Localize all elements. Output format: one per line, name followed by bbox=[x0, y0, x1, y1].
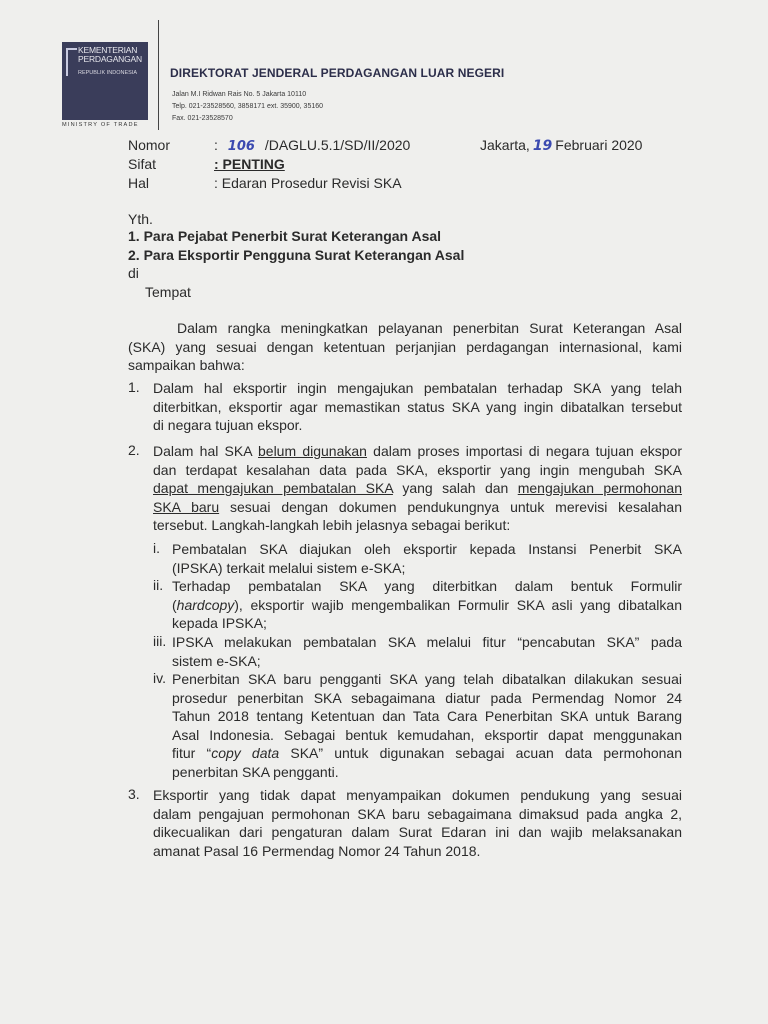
item-line bbox=[153, 479, 682, 498]
sifat-label: Sifat bbox=[128, 156, 157, 172]
item-line: tersebut. Langkah-langkah lebih jelasnya sebagai berikut: bbox=[153, 517, 511, 534]
logo-caption: MINISTRY OF TRADE bbox=[62, 122, 139, 128]
item-2-segment: Dalam hal SKA bbox=[153, 443, 258, 459]
italic-term: copy data bbox=[211, 745, 280, 762]
intro-line: Dalam rangka meningkatkan pelayanan penerbitan Surat Keterangan Asal bbox=[177, 320, 682, 336]
item-2-segment: yang salah dan bbox=[392, 480, 518, 497]
logo-text-line2: PERDAGANGAN bbox=[78, 54, 142, 64]
item-line: Eksportir yang tidak dapat menyampaikan dokumen pendukung yang sesuai bbox=[153, 787, 682, 803]
address-line: Jalan M.I Ridwan Rais No. 5 Jakarta 10110 bbox=[172, 91, 307, 98]
item-2-segment: dalam proses importasi di negara tujuan ekspor bbox=[366, 443, 682, 459]
logo-mark-icon bbox=[66, 48, 77, 76]
sub-line: Tahun 2018 tentang Ketentuan dan Tata Cara Penerbitan SKA untuk Barang bbox=[172, 708, 682, 725]
sub-line bbox=[172, 744, 682, 763]
sub-line: sistem e-SKA; bbox=[172, 652, 261, 669]
item-line bbox=[153, 498, 682, 517]
sub-iv-marker: iv. bbox=[153, 670, 166, 686]
sub-ii-text bbox=[172, 577, 682, 633]
hal-value: : Edaran Prosedur Revisi SKA bbox=[214, 175, 402, 191]
italic-term: hardcopy bbox=[176, 596, 235, 613]
item-line: dikecualikan dari pengaturan dalam Surat Edaran ini dan wajib melaksanakan bbox=[153, 824, 682, 841]
date-suffix: Februari 2020 bbox=[555, 137, 643, 153]
item-3-text bbox=[153, 786, 682, 860]
sub-line: kepada IPSKA; bbox=[172, 615, 267, 632]
sub-iv-text bbox=[172, 670, 682, 782]
intro-line: sampaikan bahwa: bbox=[128, 357, 245, 374]
sub-ii-marker: ii. bbox=[153, 577, 164, 593]
yth: Yth. bbox=[128, 211, 153, 227]
intro-line: (SKA) yang sesuai dengan ketentuan perjanjian perdagangan internasional, kami bbox=[128, 338, 682, 355]
item-line: dan terdapat kesalahan data pada SKA, eksportir yang ingin mengubah SKA bbox=[153, 461, 682, 478]
sub-line: penerbitan SKA pengganti. bbox=[172, 763, 339, 780]
sub-line: prosedur penerbitan SKA sebagaimana diatur pada Permendag Nomor 24 bbox=[172, 689, 682, 706]
sub-iii-text bbox=[172, 633, 682, 670]
handwritten-number: 106 bbox=[227, 139, 255, 154]
underlined-phrase: SKA baru bbox=[153, 498, 220, 515]
item-line bbox=[153, 442, 682, 461]
sub-line: Asal Indonesia. Sebagai bentuk kemudahan, eksportir dapat menggunakan bbox=[172, 726, 682, 743]
item-2-marker: 2. bbox=[128, 442, 140, 458]
fax-line: Fax. 021-23528570 bbox=[172, 115, 233, 122]
sub-i-text bbox=[172, 540, 682, 577]
underlined-phrase: mengajukan permohonan bbox=[517, 480, 683, 497]
phone-line: Telp. 021-23528560, 3858171 ext. 35900, 35160 bbox=[172, 103, 324, 110]
date-prefix: Jakarta, bbox=[480, 137, 530, 153]
sub-line: Terhadap pembatalan SKA yang diterbitkan dalam bentuk Formulir bbox=[172, 578, 682, 594]
item-1-marker: 1. bbox=[128, 379, 140, 395]
sub-line: Pembatalan SKA diajukan oleh eksportir kepada Instansi Penerbit SKA bbox=[172, 541, 682, 557]
item-line: amanat Pasal 16 Permendag Nomor 24 Tahun 2018. bbox=[153, 842, 481, 859]
sub-line bbox=[172, 596, 682, 615]
item-line: di negara tujuan ekspor. bbox=[153, 417, 303, 434]
logo-text-line3: REPUBLIK INDONESIA bbox=[78, 70, 137, 76]
underlined-phrase: belum digunakan bbox=[258, 443, 367, 459]
sub-line: (IPSKA) terkait melalui sistem e-SKA; bbox=[172, 559, 406, 576]
tempat: Tempat bbox=[145, 284, 191, 300]
item-line: dalam pengajuan permohonan SKA baru sebagaimana dimaksud pada angka 2, bbox=[153, 805, 682, 822]
item-line: Dalam hal eksportir ingin mengajukan pembatalan terhadap SKA yang telah bbox=[153, 380, 682, 396]
recipient-1: 1. Para Pejabat Penerbit Surat Keterangan Asal bbox=[128, 228, 442, 244]
letter-number bbox=[214, 137, 410, 154]
di: di bbox=[128, 265, 139, 281]
ministry-logo bbox=[62, 42, 148, 120]
item-line: diterbitkan, eksportir agar memastikan status SKA yang ingin dibatalkan tersebut bbox=[153, 398, 682, 415]
organization-name: DIREKTORAT JENDERAL PERDAGANGAN LUAR NEGERI bbox=[170, 66, 505, 80]
nomor-label: Nomor bbox=[128, 137, 171, 153]
item-2-text bbox=[153, 442, 682, 535]
sub-i-marker: i. bbox=[153, 540, 160, 556]
hal-label: Hal bbox=[128, 175, 150, 191]
item-1-text bbox=[153, 379, 682, 435]
sub-segment: fitur “ bbox=[172, 745, 212, 762]
sub-line: Penerbitan SKA baru pengganti SKA yang telah dibatalkan dilakukan sesuai bbox=[172, 671, 682, 687]
sub-segment: ( bbox=[172, 596, 177, 613]
sifat-text: : PENTING bbox=[214, 156, 285, 172]
letter-date bbox=[480, 137, 642, 154]
item-3-marker: 3. bbox=[128, 786, 140, 802]
sub-iii-marker: iii. bbox=[153, 633, 167, 649]
nomor-value: /DAGLU.5.1/SD/II/2020 bbox=[264, 137, 411, 153]
item-2-segment: sesuai dengan dokumen pendukungnya untuk merevisi kesalahan bbox=[219, 498, 682, 515]
sifat-value bbox=[214, 156, 285, 172]
logo-text-line1: KEMENTERIAN bbox=[78, 45, 138, 55]
nomor-colon: : bbox=[214, 137, 218, 153]
sub-segment: SKA” untuk digunakan sebagai acuan data permohonan bbox=[279, 745, 683, 762]
letterhead-divider bbox=[158, 20, 159, 130]
intro-paragraph bbox=[128, 319, 682, 375]
sub-line: IPSKA melakukan pembatalan SKA melalui fitur “pencabutan SKA” pada bbox=[172, 634, 682, 650]
recipient-2: 2. Para Eksportir Pengguna Surat Keterangan Asal bbox=[128, 247, 465, 263]
handwritten-day: 19 bbox=[532, 138, 553, 154]
underlined-phrase: dapat mengajukan pembatalan SKA bbox=[153, 480, 393, 497]
sub-segment: ), eksportir wajib mengembalikan Formulir SKA asli yang dibatalkan bbox=[234, 596, 682, 613]
